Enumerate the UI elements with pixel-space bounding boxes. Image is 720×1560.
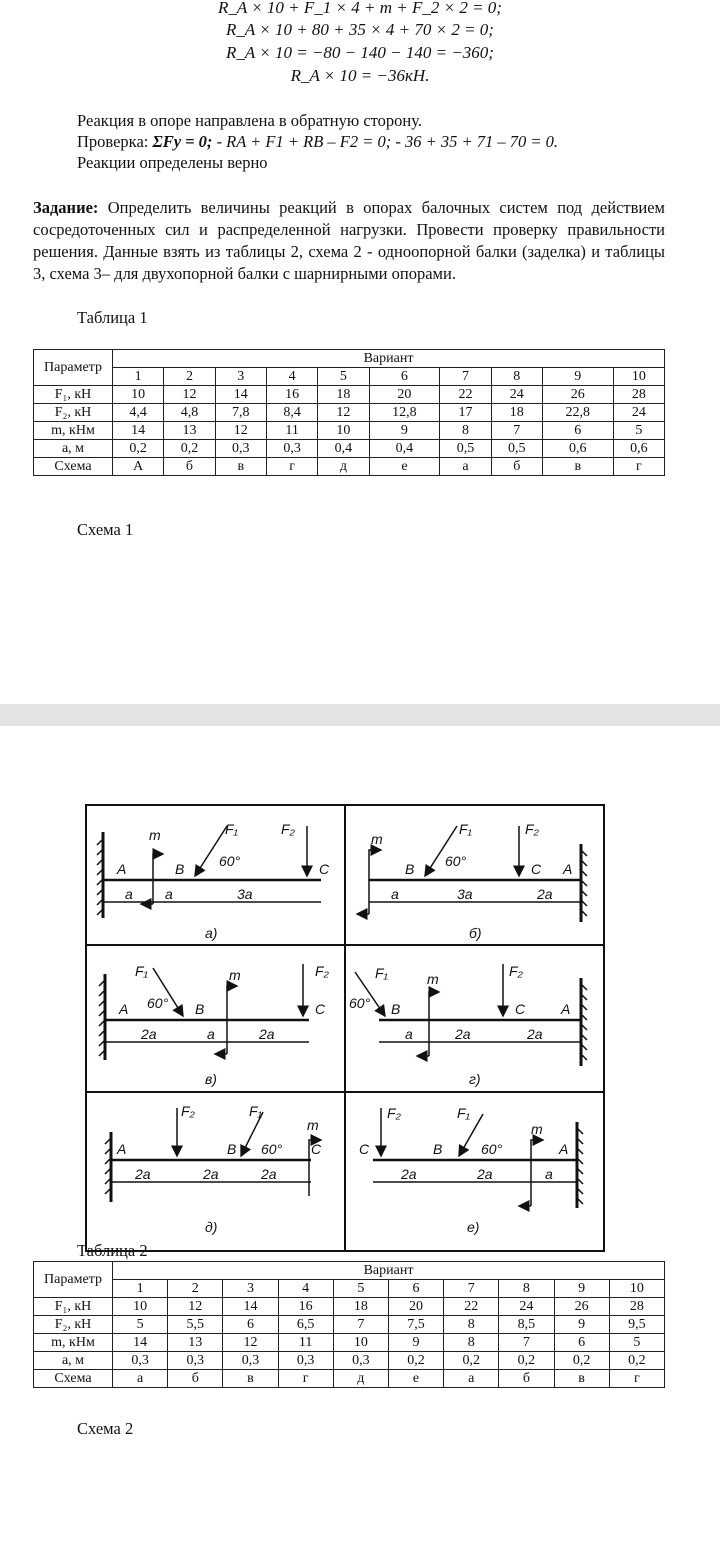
table-cell: 26 [554, 1298, 609, 1316]
table-cell: 20 [369, 386, 440, 404]
dim-2: 2a [203, 1166, 219, 1182]
label-F1: F₁ [135, 963, 148, 979]
table-cell: 12 [215, 422, 266, 440]
table-row [34, 440, 665, 458]
label-A: A [117, 861, 127, 877]
table-row [34, 1316, 665, 1334]
label-C: C [531, 861, 542, 877]
label-C: C [311, 1141, 322, 1157]
row-label: m, кНм [34, 1334, 113, 1352]
equation-2: R_A × 10 + 80 + 35 × 4 + 70 × 2 = 0; [226, 20, 494, 39]
caption: б) [469, 925, 482, 941]
table-cell: 0,2 [113, 440, 164, 458]
label-A: A [563, 861, 573, 877]
label-C: C [315, 1001, 326, 1017]
label-F2: F₂ [509, 963, 523, 979]
table-cell: 14 [223, 1298, 278, 1316]
table-cell: 8,4 [266, 404, 317, 422]
label-F2: F₂ [315, 963, 329, 979]
table-cell: 0,3 [113, 1352, 168, 1370]
label-F1: F₁ [459, 821, 472, 837]
variant-number: 5 [333, 1280, 388, 1298]
variant-number: 2 [168, 1280, 223, 1298]
variant-number: 3 [215, 368, 266, 386]
row-label: F₂, кН [34, 1316, 113, 1334]
check-label: Проверка: [77, 132, 153, 151]
label-angle: 60° [481, 1141, 503, 1157]
table-cell: б [491, 458, 542, 476]
row-label: Схема [34, 458, 113, 476]
table-cell: 5 [113, 1316, 168, 1334]
table-cell: б [164, 458, 215, 476]
reaction-note: Реакция в опоре направлена в обратную сторону. [77, 111, 422, 130]
table1-title: Таблица 1 [77, 308, 148, 327]
beam-schemes-diagram [85, 804, 605, 1252]
table-cell: 0,2 [164, 440, 215, 458]
table-cell: 6 [223, 1316, 278, 1334]
document-page-1 [0, 0, 720, 704]
table-cell: 8 [444, 1316, 499, 1334]
table-cell: 0,6 [542, 440, 613, 458]
table-cell: 0,3 [333, 1352, 388, 1370]
check-rest: - RA + F1 + RB – F2 = 0; - 36 + 35 + 71 – 70 = 0. [212, 132, 559, 151]
table-cell: 22 [440, 386, 491, 404]
table-cell: 12 [168, 1298, 223, 1316]
table-2 [33, 1261, 665, 1388]
dim-2: a [207, 1026, 215, 1042]
variant-number: 6 [369, 368, 440, 386]
table-cell: 0,5 [491, 440, 542, 458]
dim-3: 3a [237, 886, 253, 902]
table-cell: 14 [215, 386, 266, 404]
table-cell: 0,2 [609, 1352, 664, 1370]
table-cell: д [318, 458, 369, 476]
row-label: F₁, кН [34, 386, 113, 404]
table-cell: 7,8 [215, 404, 266, 422]
variant-number: 5 [318, 368, 369, 386]
table-cell: 9 [554, 1316, 609, 1334]
dim-3: 2a [261, 1166, 277, 1182]
table-cell: 0,3 [223, 1352, 278, 1370]
table-cell: в [215, 458, 266, 476]
dim-3: 2a [259, 1026, 275, 1042]
row-label: Схема [34, 1370, 113, 1388]
label-m: m [149, 827, 161, 843]
table-cell: 22 [444, 1298, 499, 1316]
caption: в) [205, 1071, 217, 1087]
label-m: m [531, 1121, 543, 1137]
moment-arrow-m [369, 850, 381, 914]
table-cell: 5,5 [168, 1316, 223, 1334]
label-angle: 60° [445, 853, 467, 869]
variant-number: 7 [440, 368, 491, 386]
variant-number: 2 [164, 368, 215, 386]
table-cell: 7,5 [388, 1316, 443, 1334]
dim-2: 2a [455, 1026, 471, 1042]
label-A: A [117, 1141, 127, 1157]
label-B: B [391, 1001, 401, 1017]
table-cell: 20 [388, 1298, 443, 1316]
table-cell: а [440, 458, 491, 476]
table-cell: 18 [333, 1298, 388, 1316]
row-label: F₂, кН [34, 404, 113, 422]
dim-3: 2a [527, 1026, 543, 1042]
label-A: A [559, 1141, 569, 1157]
table-cell: 11 [266, 422, 317, 440]
table-cell: б [499, 1370, 554, 1388]
variant-number: 1 [113, 1280, 168, 1298]
task-label: Задание: [33, 198, 99, 217]
table-cell: 17 [440, 404, 491, 422]
table-cell: а [444, 1370, 499, 1388]
check-line [77, 131, 558, 152]
table-cell: 9,5 [609, 1316, 664, 1334]
table-cell: 28 [609, 1298, 664, 1316]
panel-e [359, 1105, 583, 1235]
dim-2: 3a [457, 886, 473, 902]
dim-3: 2a [537, 886, 553, 902]
table-cell: 8,5 [499, 1316, 554, 1334]
check-result: Реакции определены верно [77, 153, 268, 172]
table-1 [33, 349, 665, 476]
variant-number: 9 [542, 368, 613, 386]
table-row [34, 386, 665, 404]
table-cell: 7 [333, 1316, 388, 1334]
label-F1: F₁ [457, 1105, 470, 1121]
moment-arrow-m [429, 992, 439, 1056]
check-formula: ΣFy = 0; [152, 132, 213, 151]
variant-number: 7 [444, 1280, 499, 1298]
label-F1: F₁ [375, 965, 388, 981]
variant-number: 10 [609, 1280, 664, 1298]
param-header: Параметр [34, 1262, 113, 1298]
table-row [34, 404, 665, 422]
panel-a [97, 821, 330, 941]
table-cell: 7 [491, 422, 542, 440]
variant-number: 4 [278, 1280, 333, 1298]
table-cell: 0,4 [369, 440, 440, 458]
moment-arrow-m [531, 1140, 543, 1206]
table-cell: 12 [318, 404, 369, 422]
label-F1: F₁ [249, 1103, 262, 1119]
table-cell: г [609, 1370, 664, 1388]
table-cell: 5 [609, 1334, 664, 1352]
dim-1: 2a [141, 1026, 157, 1042]
panel-b [357, 821, 587, 941]
caption: г) [469, 1071, 481, 1087]
label-angle: 60° [147, 995, 169, 1011]
table-cell: г [613, 458, 664, 476]
dim-1: 2a [135, 1166, 151, 1182]
row-label: m, кНм [34, 422, 113, 440]
row-label: а, м [34, 1352, 113, 1370]
table-cell: 11 [278, 1334, 333, 1352]
table-cell: 10 [113, 386, 164, 404]
variant-number: 6 [388, 1280, 443, 1298]
param-header: Параметр [34, 350, 113, 386]
table-cell: 0,3 [215, 440, 266, 458]
caption: е) [467, 1219, 480, 1235]
table-cell: 5 [613, 422, 664, 440]
scheme1-title: Схема 1 [77, 520, 134, 539]
label-m: m [427, 971, 439, 987]
label-angle: 60° [219, 853, 241, 869]
label-B: B [175, 861, 185, 877]
variant-number: 3 [223, 1280, 278, 1298]
table-cell: 24 [499, 1298, 554, 1316]
label-B: B [405, 861, 415, 877]
table-cell: 9 [388, 1334, 443, 1352]
table-cell: д [333, 1370, 388, 1388]
table-cell: 6,5 [278, 1316, 333, 1334]
label-B: B [433, 1141, 443, 1157]
document-page-2 [0, 726, 720, 1560]
variant-number: 8 [491, 368, 542, 386]
dim-3: a [545, 1166, 553, 1182]
label-F2: F₂ [281, 821, 295, 837]
table-cell: г [266, 458, 317, 476]
table-cell: в [542, 458, 613, 476]
table-row [34, 1334, 665, 1352]
variant-number: 9 [554, 1280, 609, 1298]
variant-number: 10 [613, 368, 664, 386]
table-cell: 0,3 [168, 1352, 223, 1370]
label-C: C [319, 861, 330, 877]
label-F2: F₂ [525, 821, 539, 837]
table-row [34, 458, 665, 476]
table-row [34, 1298, 665, 1316]
table-cell: 8 [440, 422, 491, 440]
table-cell: а [113, 1370, 168, 1388]
table-cell: 4,4 [113, 404, 164, 422]
table-cell: 10 [318, 422, 369, 440]
variant-number: 4 [266, 368, 317, 386]
variant-header: Вариант [113, 1262, 665, 1280]
table-cell: 0,2 [554, 1352, 609, 1370]
table-cell: 28 [613, 386, 664, 404]
table-cell: 12 [164, 386, 215, 404]
label-C: C [359, 1141, 370, 1157]
page-separator [0, 704, 720, 726]
table-row [34, 1352, 665, 1370]
table-cell: 13 [164, 422, 215, 440]
label-angle: 60° [261, 1141, 283, 1157]
table-cell: 12,8 [369, 404, 440, 422]
label-F2: F₂ [387, 1105, 401, 1121]
table-cell: А [113, 458, 164, 476]
table-cell: е [388, 1370, 443, 1388]
table-cell: 16 [278, 1298, 333, 1316]
row-label: а, м [34, 440, 113, 458]
label-A: A [119, 1001, 129, 1017]
dim-1: a [405, 1026, 413, 1042]
table-cell: 24 [491, 386, 542, 404]
label-A: A [561, 1001, 571, 1017]
table-cell: 14 [113, 1334, 168, 1352]
table-cell: 0,5 [440, 440, 491, 458]
dim-1: a [391, 886, 399, 902]
table-cell: 12 [223, 1334, 278, 1352]
label-m: m [229, 967, 241, 983]
table-cell: 9 [369, 422, 440, 440]
table-cell: 0,3 [278, 1352, 333, 1370]
table-cell: 26 [542, 386, 613, 404]
table-cell: 0,2 [499, 1352, 554, 1370]
label-m: m [371, 831, 383, 847]
caption: а) [205, 925, 218, 941]
table-cell: 10 [333, 1334, 388, 1352]
table-cell: 0,2 [444, 1352, 499, 1370]
table-cell: 10 [113, 1298, 168, 1316]
scheme2-title: Схема 2 [77, 1419, 134, 1438]
label-m: m [307, 1117, 319, 1133]
table-cell: е [369, 458, 440, 476]
label-B: B [227, 1141, 237, 1157]
equation-4: R_A × 10 = −36кН. [290, 66, 430, 85]
table-cell: 0,4 [318, 440, 369, 458]
table-cell: 6 [542, 422, 613, 440]
panel-d [105, 1103, 322, 1235]
table-cell: 0,3 [266, 440, 317, 458]
equation-3: R_A × 10 = −80 − 140 − 140 = −360; [226, 43, 494, 62]
table-cell: 22,8 [542, 404, 613, 422]
label-angle: 60° [349, 995, 371, 1011]
table-row [34, 1370, 665, 1388]
table-cell: г [278, 1370, 333, 1388]
label-F2: F₂ [181, 1103, 195, 1119]
table-cell: 0,2 [388, 1352, 443, 1370]
task-paragraph [33, 197, 665, 285]
table-cell: 8 [444, 1334, 499, 1352]
table-cell: 24 [613, 404, 664, 422]
table2-title: Таблица 2 [77, 1241, 148, 1260]
table-cell: 13 [168, 1334, 223, 1352]
panel-g [349, 963, 587, 1087]
variant-header: Вариант [113, 350, 665, 368]
table-cell: в [223, 1370, 278, 1388]
label-B: B [195, 1001, 205, 1017]
table-cell: 18 [491, 404, 542, 422]
label-F1: F₁ [225, 821, 238, 837]
caption: д) [205, 1219, 218, 1235]
table-cell: 18 [318, 386, 369, 404]
dim-1: 2a [401, 1166, 417, 1182]
table-cell: 7 [499, 1334, 554, 1352]
table-cell: б [168, 1370, 223, 1388]
variant-number: 8 [499, 1280, 554, 1298]
dim-1: a [125, 886, 133, 902]
row-label: F₁, кН [34, 1298, 113, 1316]
table-cell: 14 [113, 422, 164, 440]
variant-number: 1 [113, 368, 164, 386]
table-cell: в [554, 1370, 609, 1388]
table-row [34, 422, 665, 440]
table-cell: 4,8 [164, 404, 215, 422]
dim-2: 2a [477, 1166, 493, 1182]
task-text: Определить величины реакций в опорах балочных систем под действием сосредоточенных сил и распределенной нагрузки. Провести проверку правильности решения. Данные взять из таблицы 2, схема 2 - одноопорной балки (заделка) и таблицы 3, схема 3– для двухопорной балки с шарнирными опорами. [33, 198, 665, 283]
table-cell: 0,6 [613, 440, 664, 458]
equation-1: R_A × 10 + F_1 × 4 + m + F_2 × 2 = 0; [218, 0, 502, 17]
panel-v [99, 963, 330, 1087]
table-cell: 16 [266, 386, 317, 404]
label-C: C [515, 1001, 526, 1017]
dim-2: a [165, 886, 173, 902]
table-cell: 6 [554, 1334, 609, 1352]
